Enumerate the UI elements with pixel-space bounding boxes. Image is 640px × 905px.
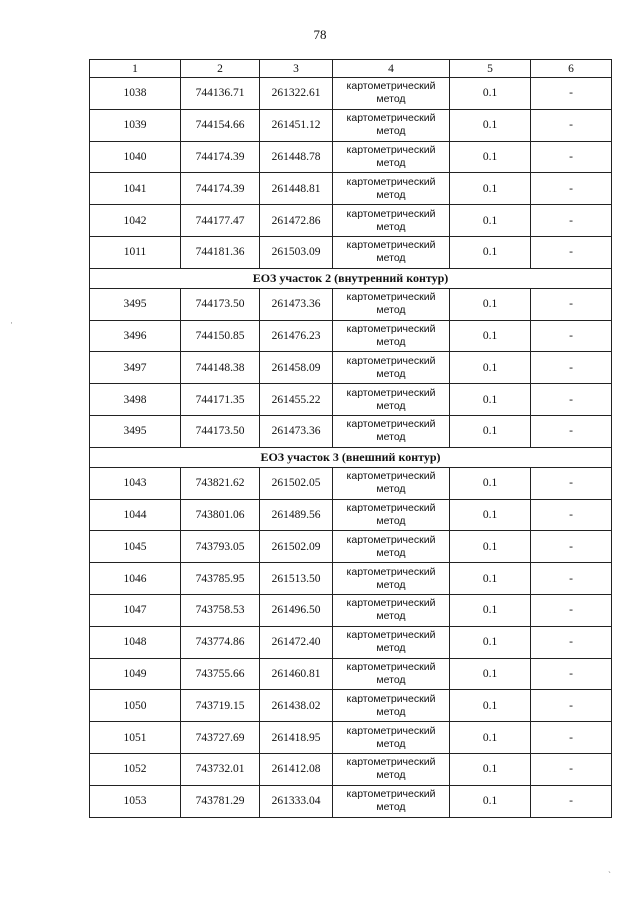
accuracy-cell: 0.1 [450, 658, 531, 690]
table-row [90, 78, 612, 110]
y-coordinate-cell: 261412.08 [260, 753, 333, 785]
x-coordinate-cell: 744136.71 [181, 78, 260, 110]
note-cell: - [531, 384, 612, 416]
note-cell: - [531, 563, 612, 595]
method-cell: картометрический метод [333, 690, 450, 722]
table-row [90, 320, 612, 352]
y-coordinate-cell: 261473.36 [260, 288, 333, 320]
y-coordinate-cell: 261333.04 [260, 785, 333, 817]
point-number-cell: 1041 [90, 173, 181, 205]
table-row [90, 722, 612, 754]
point-number-cell: 1039 [90, 109, 181, 141]
table-row [90, 658, 612, 690]
note-cell: - [531, 141, 612, 173]
note-cell: - [531, 320, 612, 352]
method-cell: картометрический метод [333, 658, 450, 690]
y-coordinate-cell: 261448.78 [260, 141, 333, 173]
method-cell: картометрический метод [333, 384, 450, 416]
table-row [90, 141, 612, 173]
method-cell: картометрический метод [333, 563, 450, 595]
section-title: ЕОЗ участок 2 (внутренний контур) [90, 268, 612, 288]
accuracy-cell: 0.1 [450, 467, 531, 499]
column-header: 3 [260, 60, 333, 78]
table-row [90, 205, 612, 237]
table-body [90, 78, 612, 818]
y-coordinate-cell: 261451.12 [260, 109, 333, 141]
column-header: 2 [181, 60, 260, 78]
method-cell: картометрический метод [333, 594, 450, 626]
table-row [90, 109, 612, 141]
method-cell: картометрический метод [333, 205, 450, 237]
point-number-cell: 1049 [90, 658, 181, 690]
y-coordinate-cell: 261448.81 [260, 173, 333, 205]
method-cell: картометрический метод [333, 467, 450, 499]
note-cell: - [531, 785, 612, 817]
method-cell: картометрический метод [333, 785, 450, 817]
note-cell: - [531, 531, 612, 563]
section-title: ЕОЗ участок 3 (внешний контур) [90, 447, 612, 467]
note-cell: - [531, 205, 612, 237]
table-row [90, 173, 612, 205]
note-cell: - [531, 594, 612, 626]
table-row [90, 563, 612, 595]
accuracy-cell: 0.1 [450, 626, 531, 658]
note-cell: - [531, 753, 612, 785]
point-number-cell: 1045 [90, 531, 181, 563]
note-cell: - [531, 236, 612, 268]
point-number-cell: 1050 [90, 690, 181, 722]
note-cell: - [531, 499, 612, 531]
method-cell: картометрический метод [333, 352, 450, 384]
accuracy-cell: 0.1 [450, 173, 531, 205]
x-coordinate-cell: 743732.01 [181, 753, 260, 785]
x-coordinate-cell: 743781.29 [181, 785, 260, 817]
accuracy-cell: 0.1 [450, 499, 531, 531]
y-coordinate-cell: 261460.81 [260, 658, 333, 690]
note-cell: - [531, 722, 612, 754]
note-cell: - [531, 78, 612, 110]
accuracy-cell: 0.1 [450, 384, 531, 416]
table-row [90, 384, 612, 416]
point-number-cell: 1040 [90, 141, 181, 173]
y-coordinate-cell: 261455.22 [260, 384, 333, 416]
table-row [90, 467, 612, 499]
column-header: 5 [450, 60, 531, 78]
point-number-cell: 1048 [90, 626, 181, 658]
point-number-cell: 3495 [90, 288, 181, 320]
section-title-row [90, 268, 612, 288]
note-cell: - [531, 658, 612, 690]
method-cell: картометрический метод [333, 415, 450, 447]
method-cell: картометрический метод [333, 288, 450, 320]
point-number-cell: 1051 [90, 722, 181, 754]
x-coordinate-cell: 744171.35 [181, 384, 260, 416]
method-cell: картометрический метод [333, 173, 450, 205]
accuracy-cell: 0.1 [450, 415, 531, 447]
method-cell: картометрический метод [333, 531, 450, 563]
x-coordinate-cell: 744177.47 [181, 205, 260, 237]
table-row [90, 594, 612, 626]
x-coordinate-cell: 744181.36 [181, 236, 260, 268]
table-row [90, 236, 612, 268]
point-number-cell: 3495 [90, 415, 181, 447]
column-header: 1 [90, 60, 181, 78]
accuracy-cell: 0.1 [450, 352, 531, 384]
x-coordinate-cell: 743758.53 [181, 594, 260, 626]
x-coordinate-cell: 743785.95 [181, 563, 260, 595]
x-coordinate-cell: 743821.62 [181, 467, 260, 499]
accuracy-cell: 0.1 [450, 722, 531, 754]
accuracy-cell: 0.1 [450, 690, 531, 722]
table-row [90, 415, 612, 447]
accuracy-cell: 0.1 [450, 78, 531, 110]
scan-dot-mark: ` [608, 870, 611, 880]
x-coordinate-cell: 744173.50 [181, 415, 260, 447]
x-coordinate-cell: 744174.39 [181, 173, 260, 205]
method-cell: картометрический метод [333, 320, 450, 352]
note-cell: - [531, 173, 612, 205]
method-cell: картометрический метод [333, 753, 450, 785]
y-coordinate-cell: 261418.95 [260, 722, 333, 754]
method-cell: картометрический метод [333, 78, 450, 110]
coordinates-table [89, 59, 612, 818]
table-row [90, 626, 612, 658]
accuracy-cell: 0.1 [450, 288, 531, 320]
y-coordinate-cell: 261503.09 [260, 236, 333, 268]
table-row [90, 499, 612, 531]
table-header-row [90, 60, 612, 78]
y-coordinate-cell: 261502.05 [260, 467, 333, 499]
x-coordinate-cell: 744173.50 [181, 288, 260, 320]
accuracy-cell: 0.1 [450, 320, 531, 352]
method-cell: картометрический метод [333, 722, 450, 754]
table-row [90, 690, 612, 722]
y-coordinate-cell: 261472.86 [260, 205, 333, 237]
x-coordinate-cell: 744150.85 [181, 320, 260, 352]
y-coordinate-cell: 261489.56 [260, 499, 333, 531]
note-cell: - [531, 288, 612, 320]
point-number-cell: 1053 [90, 785, 181, 817]
x-coordinate-cell: 743719.15 [181, 690, 260, 722]
method-cell: картометрический метод [333, 499, 450, 531]
table-row [90, 531, 612, 563]
y-coordinate-cell: 261496.50 [260, 594, 333, 626]
x-coordinate-cell: 743801.06 [181, 499, 260, 531]
accuracy-cell: 0.1 [450, 236, 531, 268]
table-row [90, 288, 612, 320]
x-coordinate-cell: 744148.38 [181, 352, 260, 384]
accuracy-cell: 0.1 [450, 753, 531, 785]
point-number-cell: 1046 [90, 563, 181, 595]
point-number-cell: 3498 [90, 384, 181, 416]
accuracy-cell: 0.1 [450, 594, 531, 626]
accuracy-cell: 0.1 [450, 563, 531, 595]
accuracy-cell: 0.1 [450, 109, 531, 141]
point-number-cell: 1042 [90, 205, 181, 237]
x-coordinate-cell: 743774.86 [181, 626, 260, 658]
note-cell: - [531, 109, 612, 141]
method-cell: картометрический метод [333, 109, 450, 141]
column-header: 4 [333, 60, 450, 78]
method-cell: картометрический метод [333, 141, 450, 173]
note-cell: - [531, 690, 612, 722]
table-row [90, 785, 612, 817]
x-coordinate-cell: 744174.39 [181, 141, 260, 173]
point-number-cell: 3496 [90, 320, 181, 352]
point-number-cell: 1052 [90, 753, 181, 785]
y-coordinate-cell: 261502.09 [260, 531, 333, 563]
y-coordinate-cell: 261472.40 [260, 626, 333, 658]
table-row [90, 753, 612, 785]
note-cell: - [531, 352, 612, 384]
x-coordinate-cell: 744154.66 [181, 109, 260, 141]
y-coordinate-cell: 261473.36 [260, 415, 333, 447]
table-row [90, 352, 612, 384]
y-coordinate-cell: 261458.09 [260, 352, 333, 384]
note-cell: - [531, 626, 612, 658]
x-coordinate-cell: 743793.05 [181, 531, 260, 563]
y-coordinate-cell: 261476.23 [260, 320, 333, 352]
accuracy-cell: 0.1 [450, 531, 531, 563]
point-number-cell: 1044 [90, 499, 181, 531]
y-coordinate-cell: 261322.61 [260, 78, 333, 110]
point-number-cell: 1047 [90, 594, 181, 626]
note-cell: - [531, 467, 612, 499]
accuracy-cell: 0.1 [450, 141, 531, 173]
point-number-cell: 3497 [90, 352, 181, 384]
y-coordinate-cell: 261513.50 [260, 563, 333, 595]
method-cell: картометрический метод [333, 236, 450, 268]
column-header: 6 [531, 60, 612, 78]
section-title-row [90, 447, 612, 467]
accuracy-cell: 0.1 [450, 205, 531, 237]
accuracy-cell: 0.1 [450, 785, 531, 817]
point-number-cell: 1011 [90, 236, 181, 268]
note-cell: - [531, 415, 612, 447]
point-number-cell: 1043 [90, 467, 181, 499]
x-coordinate-cell: 743727.69 [181, 722, 260, 754]
y-coordinate-cell: 261438.02 [260, 690, 333, 722]
point-number-cell: 1038 [90, 78, 181, 110]
page-number: 78 [313, 27, 327, 42]
scan-dot-mark: · [10, 318, 13, 328]
method-cell: картометрический метод [333, 626, 450, 658]
x-coordinate-cell: 743755.66 [181, 658, 260, 690]
